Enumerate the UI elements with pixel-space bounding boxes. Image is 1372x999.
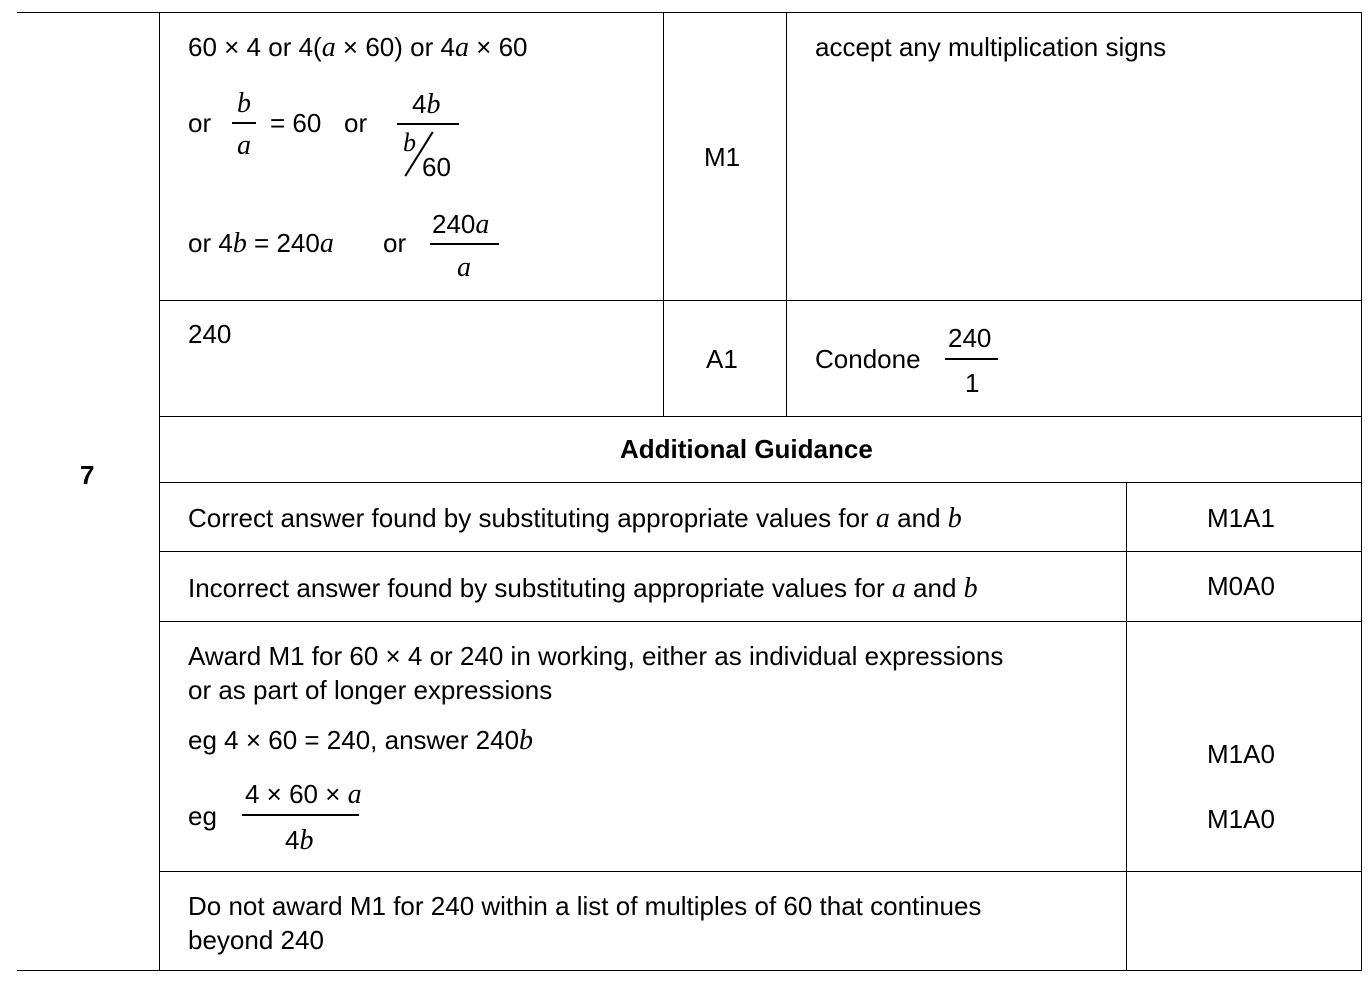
guidance-row2-text [188, 575, 978, 603]
guidance-row3-eg2-label: eg [188, 801, 217, 831]
fraction-4b-bar [397, 123, 459, 125]
guidance-row3-eg1-text: eg 4 × 60 = 240, answer 240 [188, 725, 520, 755]
guidance-row3-eg2-numerator-text: 4 × 60 × [245, 779, 348, 809]
row2-condone-label: Condone [815, 344, 921, 374]
row1-line3-text2: = 240 [246, 228, 320, 258]
guidance-mark-divider [1126, 482, 1127, 971]
row1-line1 [188, 34, 528, 62]
mark-column-divider [663, 12, 664, 416]
guidance-row3-mark1: M1A0 [1207, 739, 1275, 769]
guidance-row4-line2: beyond 240 [188, 925, 324, 955]
fraction-b-over-a [232, 90, 256, 160]
table-border-top [17, 12, 1362, 13]
guidance-row3-eg1-var-b: b [519, 725, 534, 756]
nested-fraction-60: 60 [422, 152, 451, 182]
row1-line1-var-a1: a [321, 32, 336, 63]
row1-line1-text3: × 60 [468, 32, 528, 62]
row-divider-4 [159, 551, 1362, 552]
guidance-row3-mark2: M1A0 [1207, 804, 1275, 834]
condone-fraction-bar [945, 358, 998, 360]
guidance-row2-var-b: b [963, 573, 978, 604]
row-divider-3 [159, 482, 1362, 483]
fraction-4b-numerator-b: b [426, 89, 441, 120]
guidance-row2-text1: Incorrect answer found by substituting appropriate values for [188, 573, 892, 603]
guidance-row3-eg2-numerator-a: a [347, 779, 362, 810]
row1-line3 [188, 230, 334, 258]
question-column-divider [159, 12, 160, 971]
guidance-row3-line2: or as part of longer expressions [188, 675, 553, 705]
condone-fraction-numerator: 240 [948, 323, 992, 353]
fraction-240a-numerator [432, 211, 489, 239]
guidance-row1-text1: Correct answer found by substituting appropriate values for [188, 503, 876, 533]
row-divider-6 [159, 871, 1362, 872]
row-divider-5 [159, 621, 1362, 622]
row-divider-2 [159, 416, 1362, 417]
row2-answer: 240 [188, 319, 232, 349]
row1-line3-var-a: a [319, 228, 334, 259]
row1-line3-text1: or 4 [188, 228, 233, 258]
fraction-4b-numerator [412, 91, 440, 119]
guidance-row3-eg2-bar [242, 814, 359, 816]
row1-line2-or1: or [188, 108, 212, 138]
guidance-row2-var-a: a [891, 573, 906, 604]
guidance-row3-eg2-denominator-b: b [299, 825, 314, 856]
guidance-heading: Additional Guidance [620, 434, 873, 464]
row1-line1-text2: × 60) or 4 [335, 32, 455, 62]
fraction-bar [232, 122, 256, 124]
fraction-240a-bar [430, 243, 499, 245]
fraction-b-over-a-numerator: b [237, 88, 251, 119]
row1-line2-or2: or [344, 108, 368, 138]
fraction-240a-numerator-240: 240 [432, 209, 476, 239]
guidance-row3-eg2-numerator [245, 781, 362, 809]
row1-line3-var-b: b [232, 228, 247, 259]
row1-comment: accept any multiplication signs [815, 32, 1167, 62]
table-border-bottom [17, 970, 1362, 971]
guidance-row1-text [188, 505, 962, 533]
fraction-b-over-a-denominator: a [237, 130, 251, 161]
row-divider-1 [159, 300, 1362, 301]
row1-line2-eq60: = 60 [270, 108, 322, 138]
row1-line1-var-a2: a [454, 32, 469, 63]
row2-mark: A1 [706, 344, 738, 374]
fraction-4b-numerator-4: 4 [412, 89, 427, 119]
row1-line3-or: or [383, 228, 407, 258]
row1-line1-text1: 60 × 4 or 4( [188, 32, 322, 62]
table-border-right [1361, 12, 1362, 971]
row1-mark: M1 [704, 142, 741, 172]
nested-fraction-b: b [403, 128, 416, 157]
fraction-240a-numerator-a: a [475, 209, 490, 240]
fraction-240a-denominator: a [457, 252, 471, 283]
guidance-row3-eg2-denominator-4: 4 [285, 825, 300, 855]
guidance-row1-var-a: a [875, 503, 890, 534]
guidance-row2-mark: M0A0 [1207, 571, 1275, 601]
guidance-row2-and: and [905, 573, 964, 603]
question-number: 7 [80, 460, 95, 490]
guidance-row3-eg2-denominator [285, 827, 313, 855]
condone-fraction-denominator: 1 [965, 368, 980, 398]
guidance-row1-var-b: b [947, 503, 962, 534]
guidance-row1-and: and [889, 503, 948, 533]
comment-column-divider [786, 12, 787, 416]
guidance-row1-mark: M1A1 [1207, 503, 1275, 533]
guidance-row3-line1: Award M1 for 60 × 4 or 240 in working, either as individual expressions [188, 641, 1004, 671]
guidance-row3-eg1 [188, 727, 533, 755]
guidance-row4-line1: Do not award M1 for 240 within a list of multiples of 60 that continues [188, 891, 982, 921]
